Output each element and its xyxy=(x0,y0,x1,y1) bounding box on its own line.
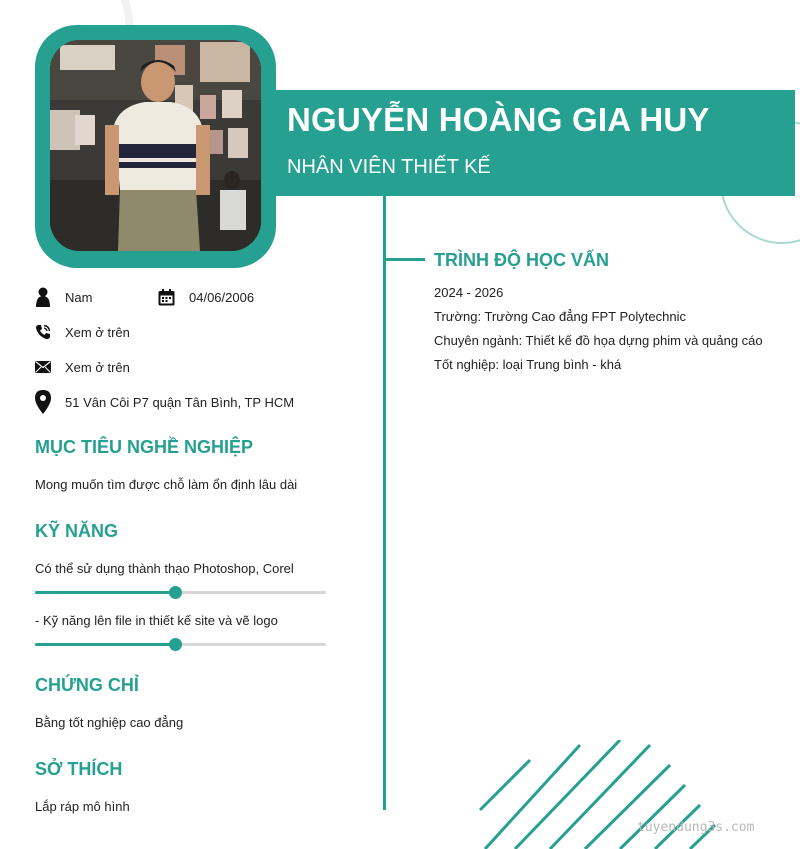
skill-label: Có thể sử dụng thành thạo Photoshop, Corel xyxy=(35,561,294,576)
skill-bar-fill xyxy=(35,591,175,594)
user-icon xyxy=(35,287,51,307)
objective-text: Mong muốn tìm được chỗ làm ổn định lâu dài xyxy=(35,477,298,492)
timeline-connector xyxy=(385,258,425,261)
phone-row xyxy=(35,320,130,344)
phone-icon xyxy=(35,322,51,342)
timeline-line xyxy=(383,196,386,810)
certificates-text: Bằng tốt nghiệp cao đẳng xyxy=(35,715,184,730)
education-graduation: Tốt nghiệp: loại Trung bình - khá xyxy=(434,357,622,372)
hobbies-title: SỞ THÍCH xyxy=(35,759,123,779)
certificates-title: CHỨNG CHỈ xyxy=(35,675,139,695)
profile-photo xyxy=(50,40,261,251)
gender-row xyxy=(35,285,92,309)
email-row xyxy=(35,355,130,379)
hobbies-text: Lắp ráp mô hình xyxy=(35,799,130,814)
skill-bar xyxy=(35,643,326,646)
gender-value: Nam xyxy=(65,289,93,305)
education-period: 2024 - 2026 xyxy=(434,285,504,300)
skill-bar-handle xyxy=(169,638,182,651)
birthdate-value: 04/06/2006 xyxy=(189,289,255,305)
skill-bar xyxy=(35,591,326,594)
skill-label: - Kỹ năng lên file in thiết kế site và vẽ logo xyxy=(35,613,278,628)
email-value: Xem ở trên xyxy=(65,359,130,375)
skills-title: KỸ NĂNG xyxy=(35,521,119,541)
skill-bar-fill xyxy=(35,643,175,646)
calendar-icon xyxy=(158,287,175,307)
birthdate-row xyxy=(158,285,254,309)
candidate-name: NGUYỄN HOÀNG GIA HUY xyxy=(287,101,710,138)
skill-bar-handle xyxy=(169,586,182,599)
objective-title: MỤC TIÊU NGHỀ NGHIỆP xyxy=(35,437,254,457)
education-title: TRÌNH ĐỘ HỌC VẤN xyxy=(434,250,609,270)
envelope-icon xyxy=(35,357,51,377)
phone-value: Xem ở trên xyxy=(65,324,130,340)
address-value: 51 Vân Côi P7 quận Tân Bình, TP HCM xyxy=(65,394,295,410)
job-title: NHÂN VIÊN THIẾT KẾ xyxy=(287,156,491,178)
map-pin-icon xyxy=(35,392,51,412)
address-row xyxy=(35,390,294,414)
watermark: tuyendung3s.com xyxy=(637,820,755,835)
education-major: Chuyên ngành: Thiết kế đồ họa dựng phim và quảng cáo xyxy=(434,333,763,348)
education-school: Trường: Trường Cao đẳng FPT Polytechnic xyxy=(434,309,686,324)
